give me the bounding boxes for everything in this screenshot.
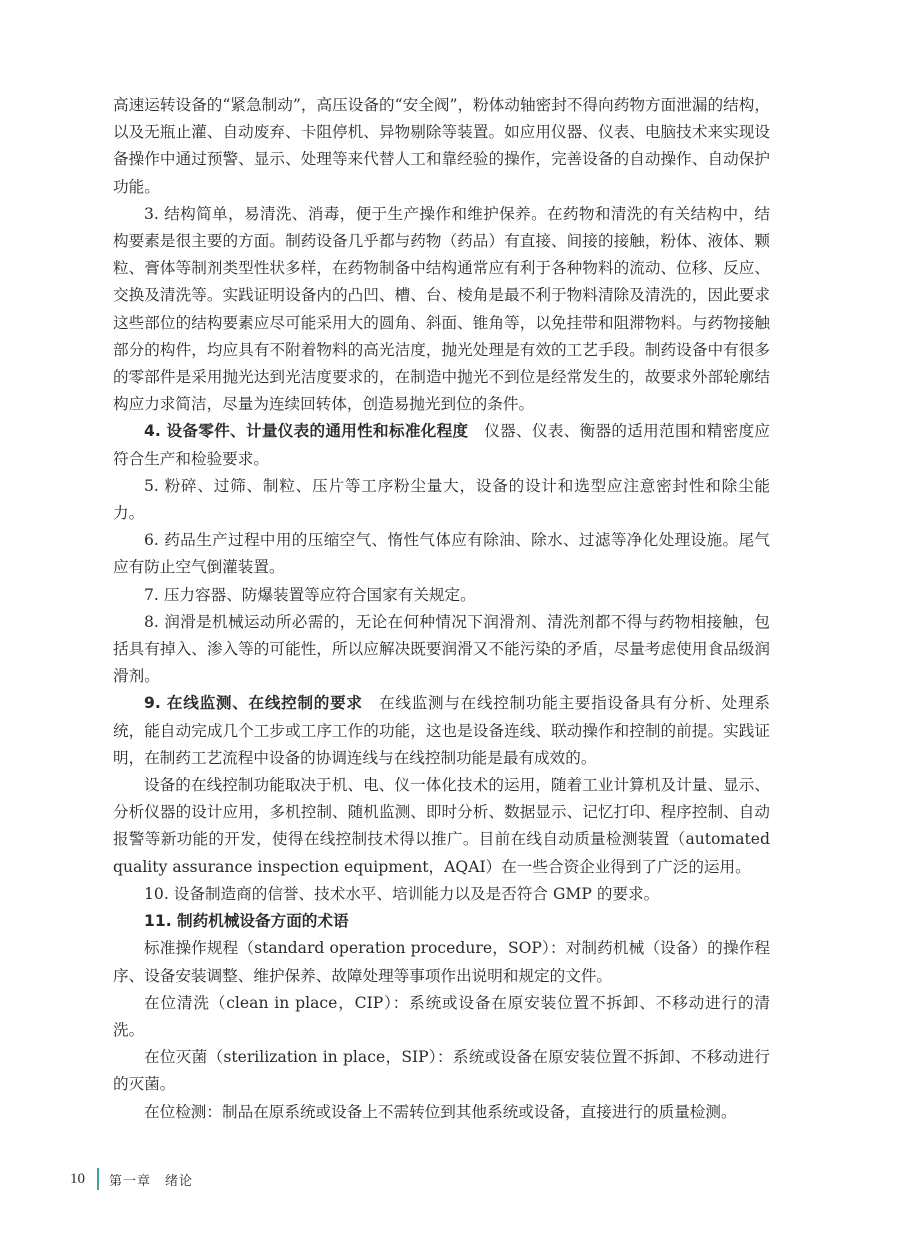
paragraph-item-9 [113,690,770,772]
paragraph-item-4 [113,418,770,472]
paragraph-item-7: 7. 压力容器、防爆装置等应符合国家有关规定。 [144,585,476,604]
paragraph-item-5: 5. 粉碎、过筛、制粒、压片等工序粉尘量大，设备的设计和选型应注意密封性和除尘能力。 [113,476,770,523]
chapter-title: 第一章 绪论 [109,1173,194,1189]
footer-divider [97,1168,99,1190]
paragraph-term-inline-check: 在位检测：制品在原系统或设备上不需转位到其他系统或设备，直接进行的质量检测。 [144,1102,737,1121]
item-4-heading: 4. 设备零件、计量仪表的通用性和标准化程度 [144,422,469,441]
item-11-heading: 11. 制药机械设备方面的术语 [144,912,349,931]
page-number: 10 [70,1170,85,1187]
page-footer [70,1167,193,1191]
paragraph-item-3: 3. 结构简单，易清洗、消毒，便于生产操作和维护保养。在药物和清洗的有关结构中，结构要素是很主要的方面。制药设备几乎都与药物（药品）有直接、间接的接触，粉体、液体、颗粒、膏体等制剂类型性状多样，在药物制备中结构通常应有利于各种物料的流动、位移、反应、交换及清洗等。实践证明设备内的凸凹、槽、台、棱角是最不利于物料清除及清洗的，因此要求这些部位的结构要素应尽可能采用大的圆角、斜面、锥角等，以免挂带和阻滞物料。与药物接触部分的构件，均应具有不附着物料的高光洁度，抛光处理是有效的工艺手段。制药设备中有很多的零部件是采用抛光达到光洁度要求的，在制造中抛光不到位是经常发生的，故要求外部轮廓结构应力求简洁，尽量为连续回转体，创造易抛光到位的条件。 [113,204,770,414]
paragraph-term-sip: 在位灭菌（sterilization in place，SIP）：系统或设备在原安装位置不拆卸、不移动进行的灭菌。 [113,1048,770,1094]
paragraph-item-6: 6. 药品生产过程中用的压缩空气、惰性气体应有除油、除水、过滤等净化处理设施。尾气应有防止空气倒灌装置。 [113,531,770,577]
paragraph-continuation: 高速运转设备的“紧急制动”，高压设备的“安全阀”，粉体动轴密封不得向药物方面泄漏的结构，以及无瓶止灌、自动废弃、卡阻停机、异物剔除等装置。如应用仪器、仪表、电脑技术来实现设备操作中通过预警、显示、处理等来代替人工和靠经验的操作，完善设备的自动操作、自动保护功能。 [113,96,770,196]
paragraph-online-control: 设备的在线控制功能取决于机、电、仪一体化技术的运用，随着工业计算机及计量、显示、分析仪器的设计应用，多机控制、随机监测、即时分析、数据显示、记忆打印、程序控制、自动报警等新功能的开发，使得在线控制技术得以推广。目前在线自动质量检测装置（automated quality assurance inspection equipment，AQAI）在一些合资企业得到了广泛的运用。 [113,776,770,876]
item-9-heading: 9. 在线监测、在线控制的要求 [144,694,363,713]
paragraph-item-11 [113,908,770,935]
item-9-text: 在线监测与在线控制功能主要指设备具有分析、处理系统，能自动完成几个工步或工序工作的功能，这也是设备连线、联动操作和控制的前提。实践证明，在制药工艺流程中设备的协调连线与在线控制功能是最有成效的。 [113,694,770,767]
item-4-text: 仪器、仪表、衡器的适用范围和精密度应符合生产和检验要求。 [113,422,770,468]
paragraph-item-10: 10. 设备制造商的信誉、技术水平、培训能力以及是否符合 GMP 的要求。 [144,884,660,903]
paragraph-item-8: 8. 润滑是机械运动所必需的，无论在何种情况下润滑剂、清洗剂都不得与药物相接触，包括具有掉入、渗入等的可能性，所以应解决既要润滑又不能污染的矛盾，尽量考虑使用食品级润滑剂。 [113,612,770,686]
paragraph-term-sop: 标准操作规程（standard operation procedure，SOP）：对制药机械（设备）的操作程序、设备安装调整、维护保养、故障处理等事项作出说明和规定的文件。 [113,939,770,985]
paragraph-term-cip: 在位清洗（clean in place，CIP）：系统或设备在原安装位置不拆卸、不移动进行的清洗。 [113,993,770,1039]
page-body [113,92,770,1126]
